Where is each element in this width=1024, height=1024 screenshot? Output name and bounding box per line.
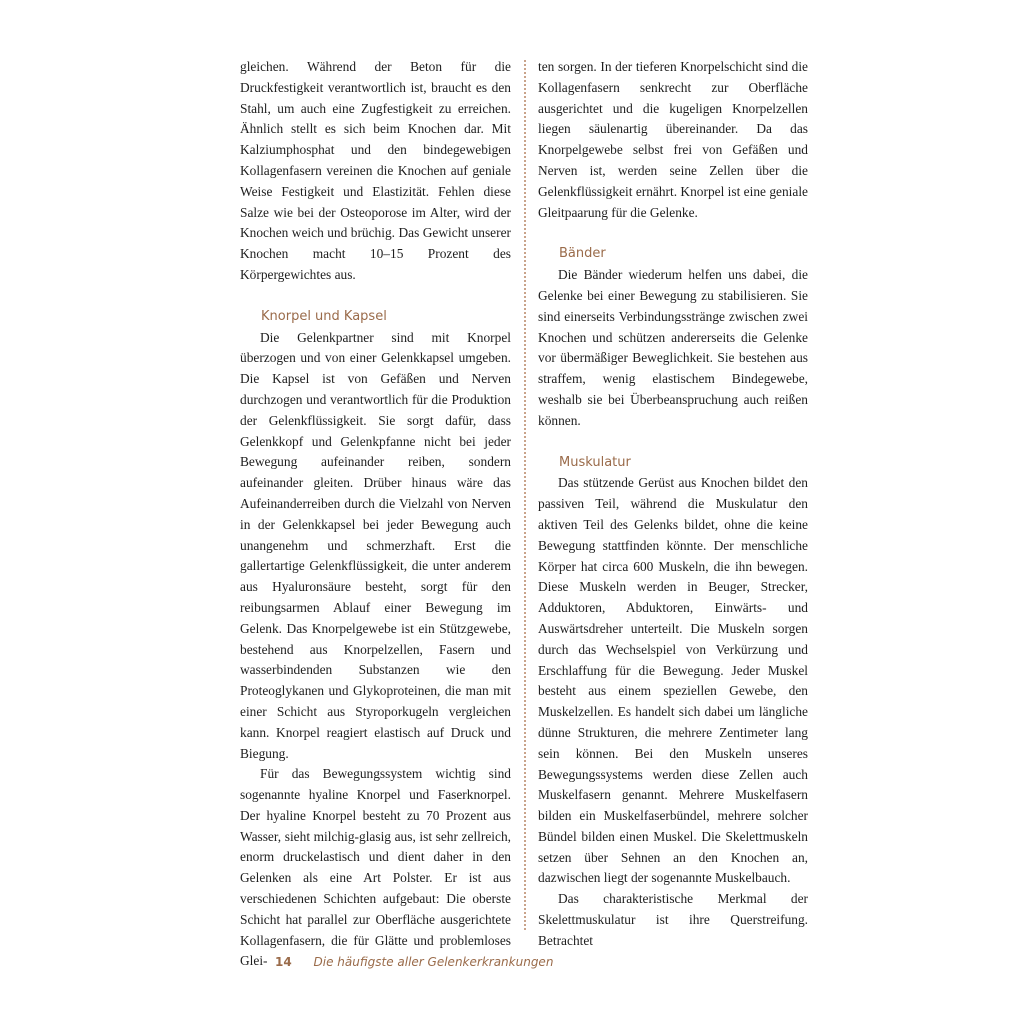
heading-muskulatur: Muskulatur: [559, 454, 631, 470]
left-paragraph-3: Für das Bewegungssystem wichtig sind sogenannte hyaline Knorpel und Faserknorpel. Der hyaline Knorpel besteht zu 70 Prozent aus Wasser, sieht milchig-glasig aus, ist sehr zellreich, enorm druckelastisch und dient daher in den Gelenken als eine Art Polster. Er ist aus verschiedenen Schichten aufgebaut: Die oberste Schicht hat parallel zur Oberfläche ausgerichtete Kollagenfasern, die für Glätte und problemloses Glei-: [240, 766, 511, 969]
right-paragraph-2: Die Bänder wiederum helfen uns dabei, die Gelenke bei einer Bewegung zu stabilisieren. Sie sind einerseits Verbindungsstränge zwischen zwei Knochen und schützen andererseits die Gelenke vor übermäßiger Beweglichkeit. Sie bestehen aus straffem, wenig elastischem Bindegewebe, weshalb sie bei Überbeanspruchung auch reißen können.: [538, 267, 808, 428]
page-footer: [275, 955, 553, 969]
right-paragraph-1: ten sorgen. In der tieferen Knorpelschicht sind die Kollagenfasern senkrecht zur Oberfläche ausgerichtet und die kugeligen Knorpelzellen liegen säulenartig übereinander. Da das Knorpelgewebe selbst frei von Gefäßen und Nerven ist, werden seine Zellen über die Gelenkflüssigkeit ernährt. Knorpel ist eine geniale Gleitpaarung für die Gelenke.: [538, 59, 808, 220]
right-paragraph-4: Das charakteristische Merkmal der Skelettmuskulatur ist ihre Querstreifung. Betrachtet: [538, 891, 808, 948]
left-column: [240, 57, 511, 972]
column-divider: [524, 60, 526, 930]
right-paragraph-3: Das stützende Gerüst aus Knochen bildet den passiven Teil, während die Muskulatur den aktiven Teil des Gelenks bildet, ohne die keine Bewegung stattfinden könnte. Der menschliche Körper hat circa 600 Muskeln, die ihn bewegen. Diese Muskeln werden in Beuger, Strecker, Adduktoren, Abduktoren, Einwärts- und Auswärtsdreher unterteilt. Die Muskeln sorgen durch das Wechselspiel von Verkürzung und Erschlaffung für die Bewegung. Jeder Muskel besteht aus einem speziellen Gewebe, den Muskelzellen. Es handelt sich dabei um längliche dünne Strukturen, die mehrere Zentimeter lang sein können. Bei den Muskeln unseres Bewegungssystems werden diese Zellen auch Muskelfasern genannt. Mehrere Muskelfasern bilden ein Muskelfaserbündel, mehrere solcher Bündel bilden einen Muskel. Die Skelettmuskeln setzen über Sehnen an den Knochen an, dazwischen liegt der sogenannte Muskelbauch.: [538, 475, 808, 886]
right-column: [538, 57, 808, 952]
heading-baender: Bänder: [559, 246, 606, 262]
left-paragraph-2: Die Gelenkpartner sind mit Knorpel überzogen und von einer Gelenkkapsel umgeben. Die Kapsel ist von Gefäßen und Nerven durchzogen und verantwortlich für die Produktion der Gelenkflüssigkeit. Sie sorgt dafür, dass Gelenkkopf und Gelenkpfanne nicht bei jeder Bewegung aufeinander reiben, sondern aufeinander gleiten. Drüber hinaus wäre das Aufeinanderreiben durch die Vielzahl von Nerven in der Gelenkkapsel bei jeder Bewegung auch unangenehm und schmerzhaft. Erst die gallertartige Gelenkflüssigkeit, die unter anderem aus Hyaluronsäure besteht, sorgt für den reibungsarmen Ablauf einer Bewegung im Gelenk. Das Knorpelgewebe ist ein Stützgewebe, bestehend aus Knorpelzellen, Fasern und wasserbindenden Substanzen wie den Proteoglykanen und Glykoproteinen, die man mit einer Schicht aus Styroporkugeln vergleichen kann. Knorpel reagiert elastisch auf Druck und Biegung.: [240, 329, 511, 761]
page-number: 14: [275, 955, 292, 969]
left-paragraph-1: gleichen. Während der Beton für die Druckfestigkeit verantwortlich ist, braucht es den Stahl, um auch eine Zugfestigkeit zu erreichen. Ähnlich stellt es sich beim Knochen dar. Mit Kalziumphosphat und den bindegewebigen Kollagenfasern vereinen die Knochen auf geniale Weise Festigkeit und Elastizität. Fehlen diese Salze wie bei der Osteoporose im Alter, wird der Knochen weich und brüchig. Das Gewicht unserer Knochen macht 10–15 Prozent des Körpergewichtes aus.: [240, 59, 511, 282]
running-title: Die häufigste aller Gelenkerkrankungen: [313, 955, 554, 969]
heading-knorpel-und-kapsel: Knorpel und Kapsel: [261, 308, 387, 324]
